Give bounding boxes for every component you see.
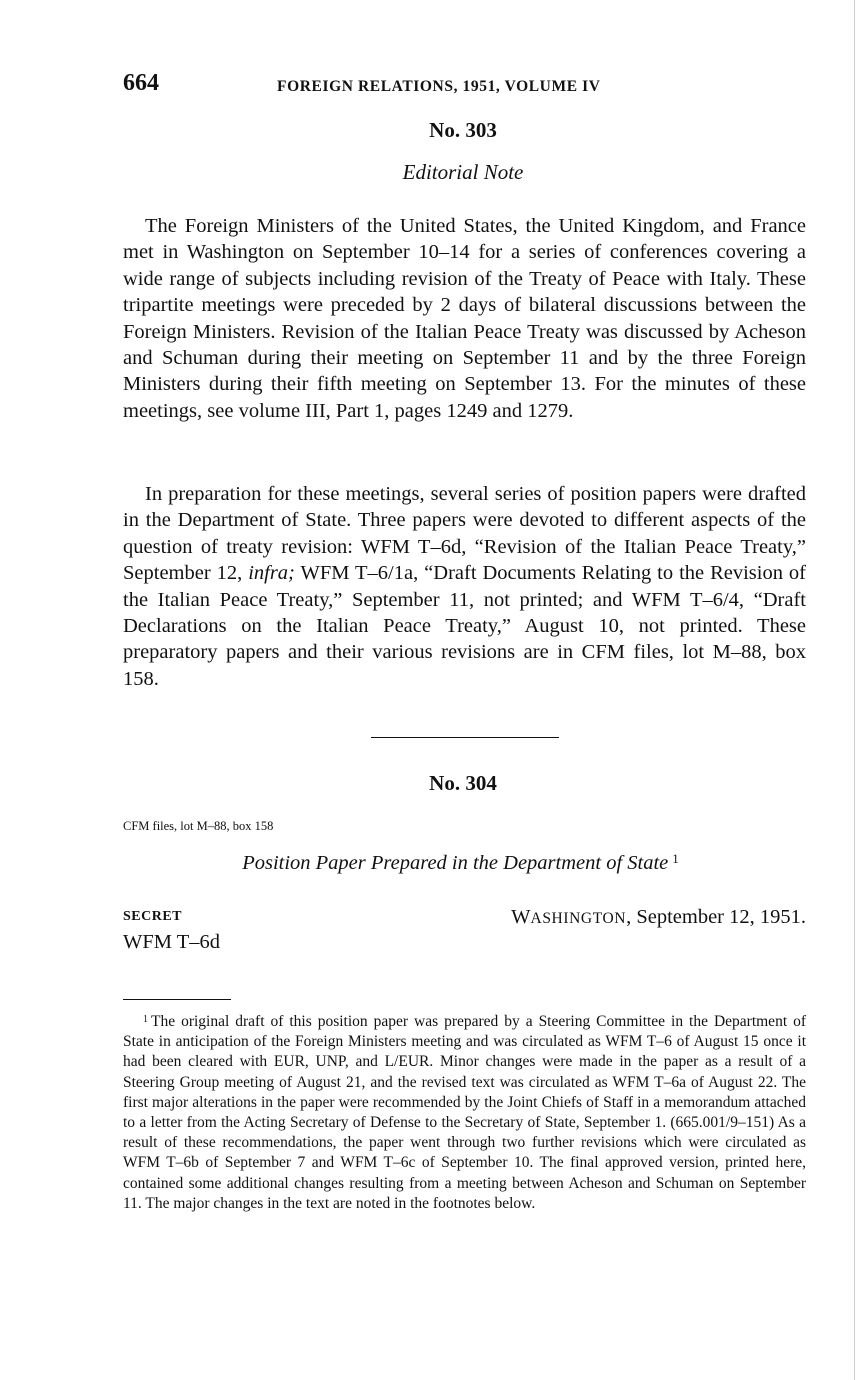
paragraph-text [123,481,806,692]
dateline-place-initial: W [511,906,531,928]
document-number-303: No. 303 [429,118,497,142]
document-number-304: No. 304 [429,771,497,795]
footnote-reference: 1 [672,851,679,866]
editorial-note-heading: Editorial Note [402,160,524,184]
dateline [511,906,806,929]
footnote-text: The original draft of this position paper was prepared by a Steering Committee in the Department of State in anticipation of the Foreign Ministers meeting and was circulated as WFM T–6 of August 15 once it had been cleared with EUR, UNP, and L/EUR. Minor changes were made in the paper as a result of a Steering Group meeting of August 21, and the revised text was circulated as WFM T–6a of August 22. The first major alterations in the paper were recommended by the Joint Chiefs of Staff in a memorandum attached to a letter from the Acting Secretary of Defense to the Secretary of State, September 1. (665.001/9–151) As a result of these recommendations, the paper went through two further revisions which were circulated as WFM T–6b of September 7 and WFM T–6c of September 10. The final approved version, printed here, contained some additional changes resulting from a meeting between Acheson and Schuman on September 11. The major changes in the text are noted in the footnotes below. [123,1013,806,1212]
footnote [123,1010,806,1214]
page-number: 664 [123,70,159,96]
classification-label: SECRET [123,909,183,924]
source-citation: CFM files, lot M–88, box 158 [123,819,274,833]
document-title-text: Position Paper Prepared in the Department of State [242,852,669,874]
section-divider [371,737,559,738]
dateline-date: , September 12, 1951. [626,906,806,928]
footnote-marker: 1 [143,1014,148,1025]
running-head [123,70,683,106]
document-id: WFM T–6d [123,931,221,953]
editorial-note-paragraph-2 [123,481,806,692]
page-edge-line [854,0,855,1380]
infra-reference: infra; [248,562,295,585]
running-title: FOREIGN RELATIONS, 1951, VOLUME IV [277,78,601,95]
footnote-paragraph [123,1010,806,1214]
editorial-note-paragraph-1 [123,213,806,424]
paragraph-text-part: In preparation for these meetings, several series of position papers were drafted in the Department of State. Three papers were devoted to different aspects of the question of treaty revision: WFM T–6d, “Revision of the Italian Peace Treaty,” September 12, [123,483,806,585]
document-title [0,851,861,875]
footnote-divider [123,999,231,1000]
paragraph-text-part: WFM T–6/1a, “Draft Documents Relating to the Revision of the Italian Peace Treaty,” September 11, not printed; and WFM T–6/4, “Draft Declarations on the Italian Peace Treaty,” August 10, not printed. These preparatory papers and their various revisions are in CFM files, lot M–88, box 158. [123,562,806,690]
dateline-place-rest: ASHINGTON [530,910,627,927]
paragraph-text: The Foreign Ministers of the United States, the United Kingdom, and France met in Washington on September 10–14 for a series of conferences covering a wide range of subjects including revision of the Treaty of Peace with Italy. These tripartite meetings were preceded by 2 days of bilateral discussions between the Foreign Ministers. Revision of the Italian Peace Treaty was discussed by Acheson and Schuman during their meeting on September 11 and by the three Foreign Ministers during their fifth meeting on September 13. For the minutes of these meetings, see volume III, Part 1, pages 1249 and 1279. [123,215,806,422]
